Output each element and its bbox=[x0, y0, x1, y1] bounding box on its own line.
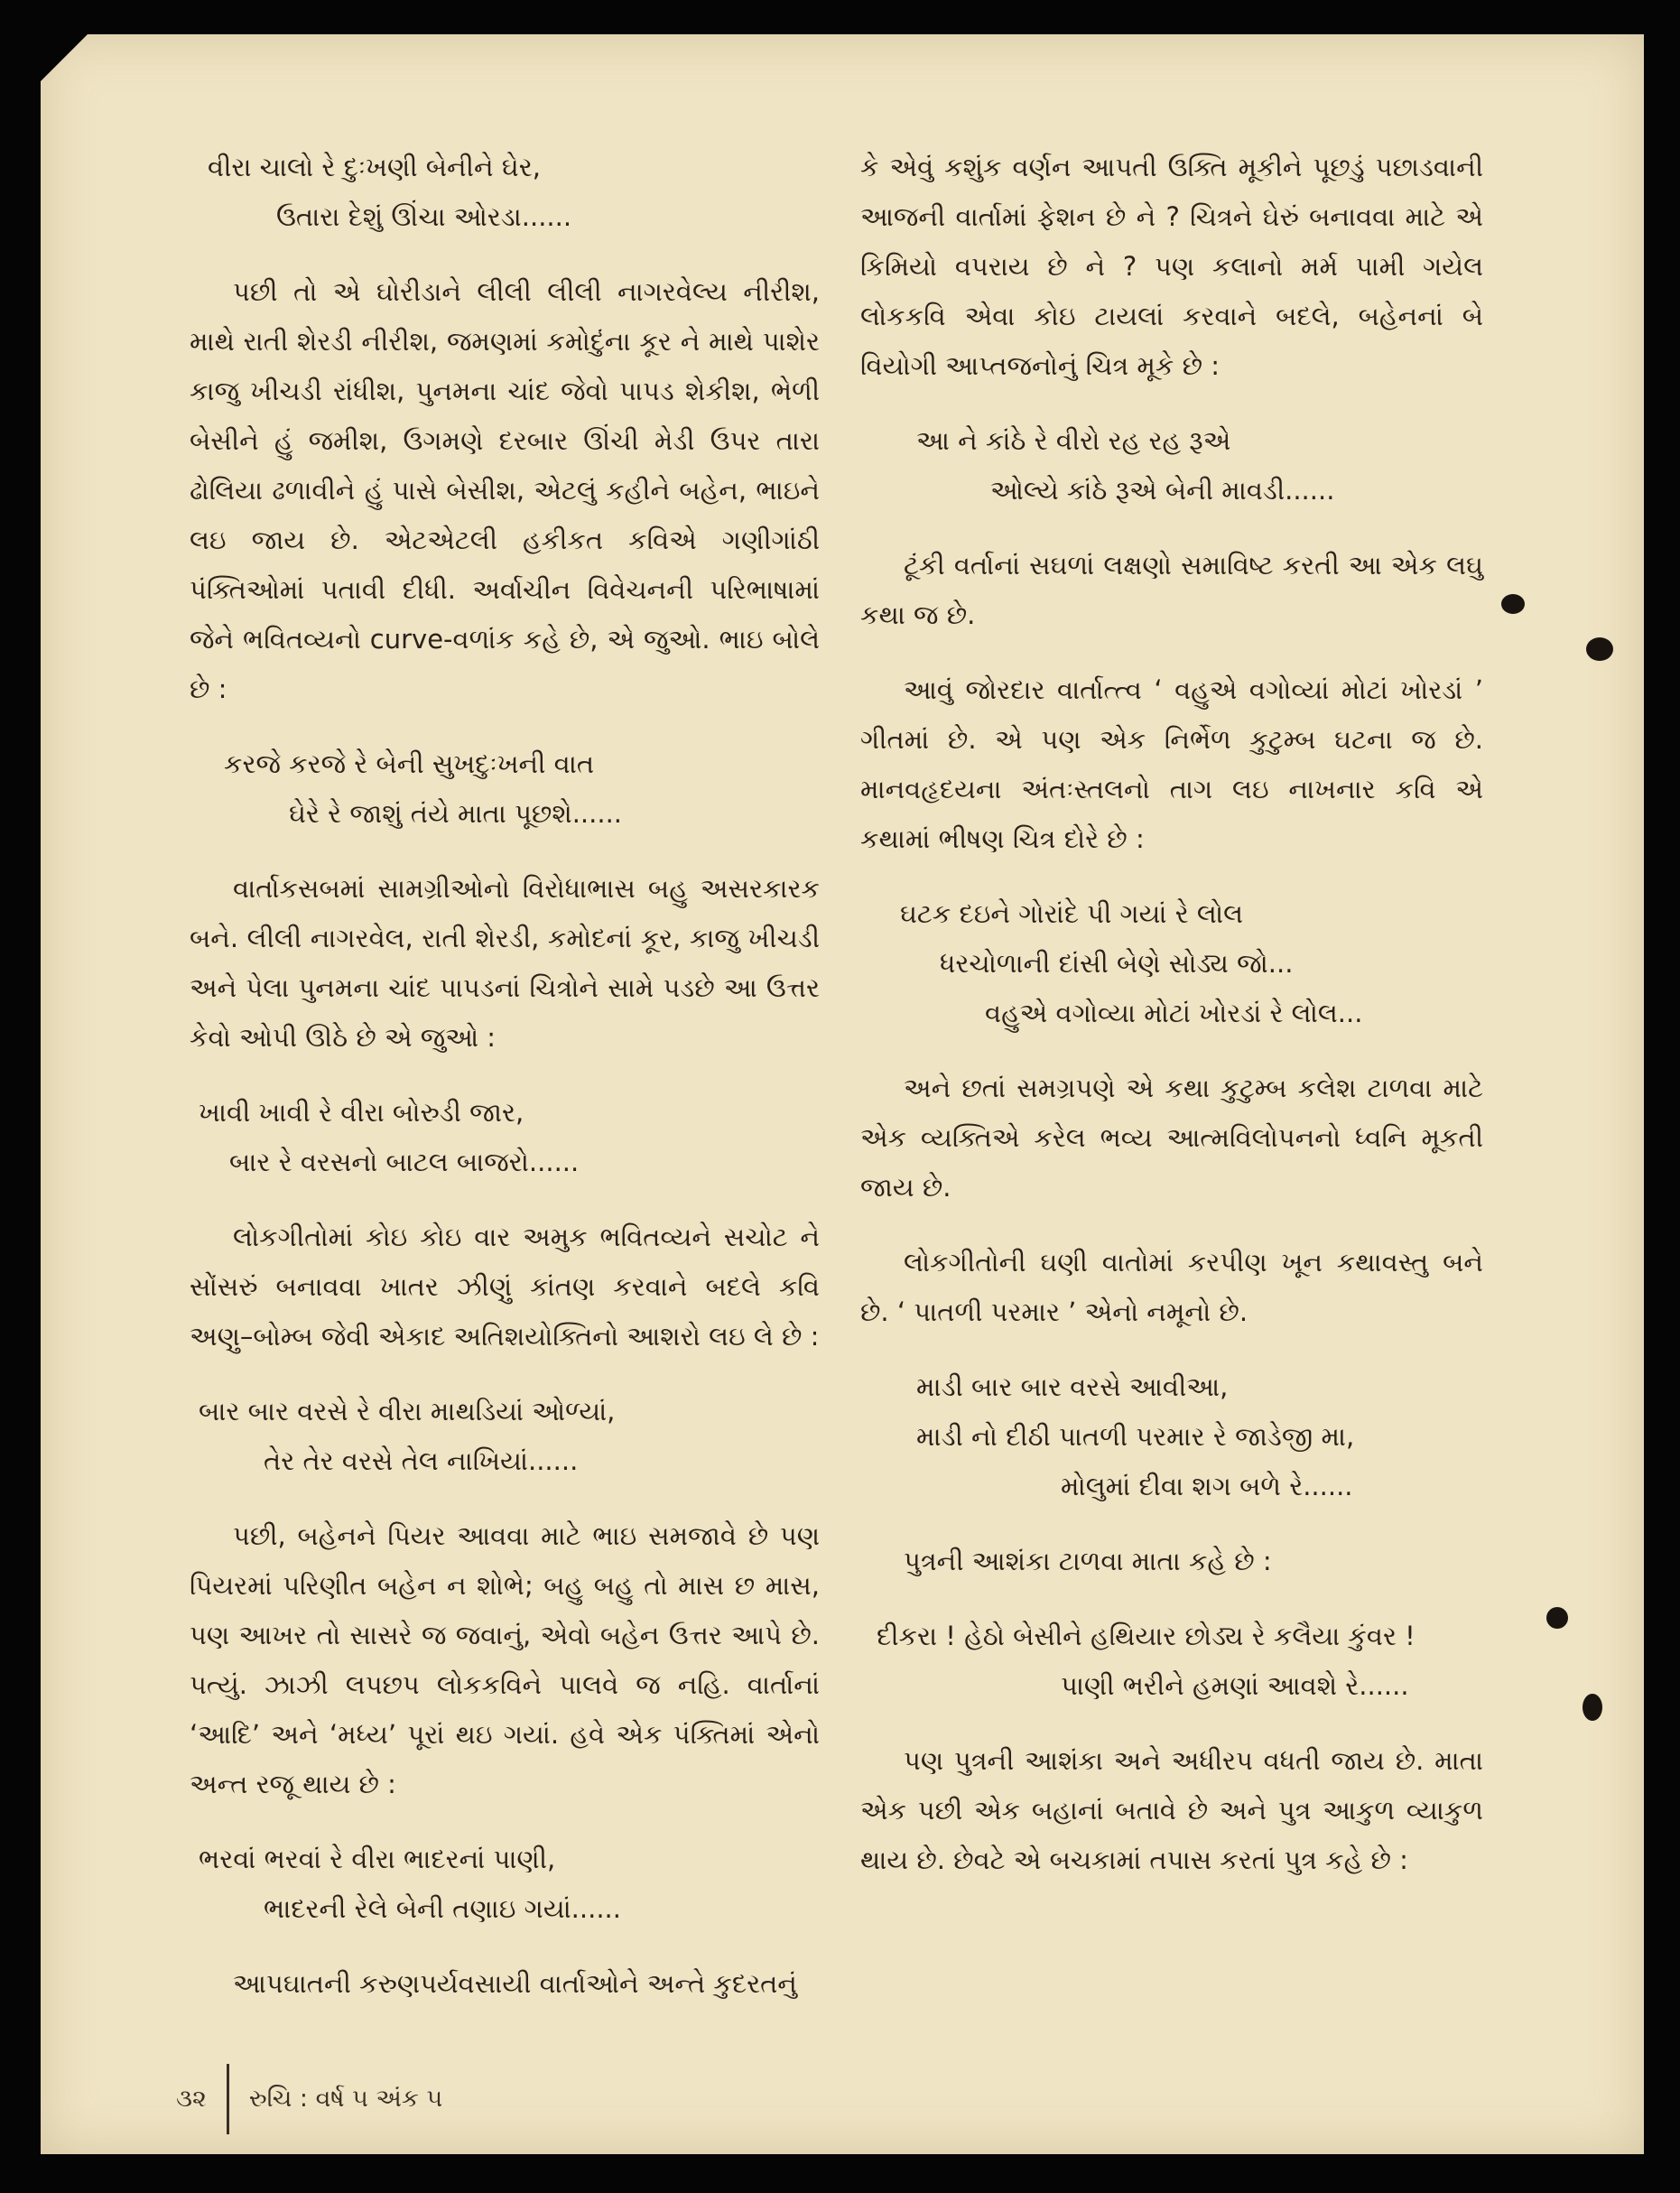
left-column bbox=[190, 143, 820, 2034]
verse-line: બાર રે વરસનો બાટલ બાજરો...... bbox=[229, 1147, 580, 1177]
paragraph: પછી તો એ ઘોરીડાને લીલી લીલી નાગરવેલ્ય નીરીશ, માથે રાતી શેરડી નીરીશ, જમણમાં કમોદુંના કૂર ને માથે પાશેર કાજુ ખીચડી રાંધીશ, પુનમના ચાંદ જેવો પાપડ શેકીશ, ભેળી બેસીને હું જમીશ, ઉગમણે દરબાર ઊંચી મેડી ઉપર તારા ઢોલિયા ઢળાવીને હું પાસે બેસીશ, એટલું કહીને બહેન, ભાઇને લઇ જાય છે. એટએટલી હકીકત કવિએ ગણીગાંઠી પંક્તિઓમાં પતાવી દીધી. અર્વાચીન વિવેચનની પરિભાષામાં જેને ભવિતવ્યનો curve-વળાંક કહે છે, એ જુઓ. ભાઇ બોલે છે : bbox=[190, 276, 820, 704]
verse-line: ઘેરે રે જાશું તંયે માતા પૂછશે...... bbox=[289, 798, 623, 829]
verse-line: આ ને કાંઠે રે વીરો રહ રહ રૂએ bbox=[916, 425, 1231, 456]
verse-line: ખાવી ખાવી રે વીરા બોરુડી જાર, bbox=[199, 1097, 524, 1128]
verse bbox=[190, 1835, 820, 1934]
verse-line: ઉતારા દેશું ઊંચા ઓરડા...... bbox=[276, 201, 572, 232]
verse-line: ઓલ્યે કાંઠે રૂએ બેની માવડી...... bbox=[990, 475, 1335, 506]
verse-line: કરજે કરજે રે બેની સુખદુઃખની વાત bbox=[224, 748, 595, 779]
verse bbox=[860, 889, 1483, 1038]
ink-spot bbox=[1586, 637, 1613, 661]
journal-title: રુચિ : વર્ષ ૫ અંક ૫ bbox=[248, 2085, 443, 2113]
verse-line: દીકરા ! હેઠો બેસીને હથિયાર છોડ્ય રે કલૈયા કુંવર ! bbox=[877, 1621, 1415, 1651]
ink-spot bbox=[1501, 594, 1525, 614]
verse-line: ભરવાં ભરવાં રે વીરા ભાદરનાં પાણી, bbox=[199, 1844, 556, 1874]
verse-line: પાણી ભરીને હમણાં આવશે રે...... bbox=[1061, 1670, 1409, 1701]
paragraph: ટૂંકી વર્તાનાં સઘળાં લક્ષણો સમાવિષ્ટ કરતી આ એક લઘુ કથા જ છે. bbox=[860, 550, 1483, 630]
page-footer bbox=[176, 2072, 442, 2126]
paragraph: આવું જોરદાર વાર્તાત્ત્વ ‘ વહુએ વગોવ્યાં મોટાં ખોરડાં ’ ગીતમાં છે. એ પણ એક નિર્ભેળ કુટુમ્બ ઘટના જ છે. માનવહૃદયના અંતઃસ્તલનો તાગ લઇ નાખનાર કવિ એ કથામાં ભીષણ ચિત્ર દોરે છે : bbox=[860, 674, 1483, 854]
paragraph: લોકગીતોમાં કોઇ કોઇ વાર અમુક ભવિતવ્યને સચોટ ને સોંસરું બનાવવા ખાતર ઝીણું કાંતણ કરવાને બદલે કવિ અણુ–બોમ્બ જેવી એકાદ અતિશયોક્તિનો આશરો લઇ લે છે : bbox=[190, 1222, 820, 1352]
verse-line: બાર બાર વરસે રે વીરા માથડિયાં ઓળ્યાં, bbox=[199, 1396, 616, 1426]
verse-line: ધરચોળાની દાંસી બેણે સોડ્ય જો... bbox=[940, 948, 1294, 979]
verse bbox=[190, 739, 820, 839]
verse-line: માડી નો દીઠી પાતળી પરમાર રે જાડેજી મા, bbox=[916, 1421, 1355, 1452]
paragraph: પુત્રની આશંકા ટાળવા માતા કહે છે : bbox=[904, 1546, 1272, 1576]
paragraph: અને છતાં સમગ્રપણે એ કથા કુટુમ્બ કલેશ ટાળવા માટે એક વ્યક્તિએ કરેલ ભવ્ય આત્મવિલોપનનો ધ્વનિ મૂકતી જાય છે. bbox=[860, 1073, 1483, 1203]
verse-line: ઘટક દઇને ગોરાંદે પી ગયાં રે લોલ bbox=[900, 898, 1244, 929]
paragraph: પછી, બહેનને પિયર આવવા માટે ભાઇ સમજાવે છે પણ પિયરમાં પરિણીત બહેન ન શોભે; બહુ બહુ તો માસ છ માસ, પણ આખર તો સાસરે જ જવાનું, એવો બહેન ઉત્તર આપે છે. પત્યું. ઝાઝી લપછપ લોકકવિને પાલવે જ નહિ. વાર્તાનાં ‘આદિ’ અને ‘મધ્ય’ પૂરાં થઇ ગયાં. હવે એક પંક્તિમાં એનો અન્ત રજૂ થાય છે : bbox=[190, 1520, 820, 1799]
paragraph: પણ પુત્રની આશંકા અને અધીરપ વધતી જાય છે. માતા એક પછી એક બહાનાં બતાવે છે અને પુત્ર આકુળ વ્યાકુળ થાય છે. છેવટે એ બચકામાં તપાસ કરતાં પુત્ર કહે છે : bbox=[860, 1745, 1483, 1875]
folded-corner bbox=[41, 34, 88, 81]
magazine-page bbox=[41, 34, 1644, 2154]
verse-line: મોલુમાં દીવા શગ બળે રે...... bbox=[1061, 1471, 1353, 1501]
verse-line: માડી બાર બાર વરસે આવીઆ, bbox=[916, 1371, 1229, 1402]
verse bbox=[190, 143, 820, 242]
right-column bbox=[860, 143, 1483, 1910]
verse-line: વીરા ચાલો રે દુઃખણી બેનીને ઘેર, bbox=[208, 152, 541, 182]
paragraph: લોકગીતોની ઘણી વાતોમાં કરપીણ ખૂન કથાવસ્તુ બને છે. ‘ પાતળી પરમાર ’ એનો નમૂનો છે. bbox=[860, 1247, 1483, 1327]
verse-line: ભાદરની રેલે બેની તણાઇ ગયાં...... bbox=[264, 1893, 621, 1924]
ink-spot bbox=[1583, 1694, 1602, 1721]
verse-line: વહુએ વગોવ્યા મોટાં ખોરડાં રે લોલ... bbox=[985, 998, 1363, 1028]
verse bbox=[860, 1612, 1483, 1711]
page-number: ૩૨ bbox=[176, 2085, 207, 2113]
verse bbox=[860, 1362, 1483, 1511]
verse bbox=[860, 416, 1483, 516]
verse bbox=[190, 1088, 820, 1187]
ink-spot bbox=[1546, 1607, 1568, 1629]
paragraph: કે એવું કશુંક વર્ણન આપતી ઉક્તિ મૂકીને પૂછડું પછાડવાની આજની વાર્તામાં ફેશન છે ને ? ચિત્રને ઘેરું બનાવવા માટે એ કિમિયો વપરાય છે ને ? પણ કલાનો મર્મ પામી ગયેલ લોકકવિ એવા કોઇ ટાયલાં કરવાને બદલે, બહેનનાં બે વિયોગી આપ્તજનોનું ચિત્ર મૂકે છે : bbox=[860, 152, 1483, 381]
verse-line: તેર તેર વરસે તેલ નાખિયાં...... bbox=[264, 1445, 579, 1476]
paragraph: વાર્તાકસબમાં સામગ્રીઓનો વિરોધાભાસ બહુ અસરકારક બને. લીલી નાગરવેલ, રાતી શેરડી, કમોદનાં કૂર, કાજુ ખીચડી અને પેલા પુનમના ચાંદ પાપડનાં ચિત્રોને સામે પડછે આ ઉત્તર કેવો ઓપી ઊઠે છે એ જુઓ : bbox=[190, 873, 820, 1053]
verse bbox=[190, 1387, 820, 1486]
paragraph: આપઘાતની કરુણપર્યવસાયી વાર્તાઓને અન્તે કુદરતનું bbox=[233, 1968, 797, 1999]
footer-divider bbox=[227, 2064, 229, 2134]
